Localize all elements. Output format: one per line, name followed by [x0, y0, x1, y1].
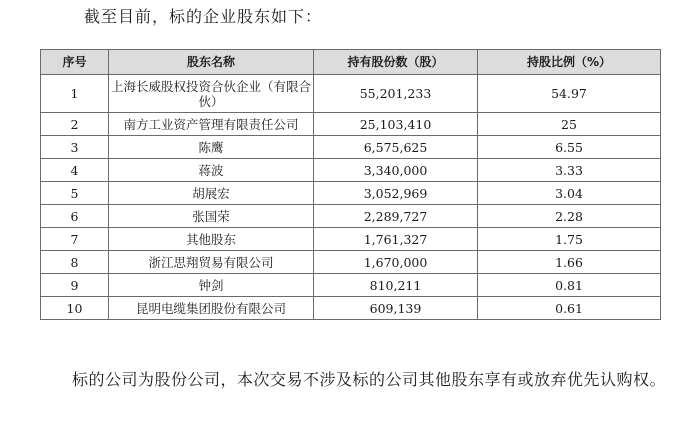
row-shares-held: 2,289,727	[314, 205, 478, 228]
row-shares-held: 3,340,000	[314, 159, 478, 182]
intro-text: 截至目前，标的企业股东如下：	[84, 7, 323, 26]
row-shareholder-name: 昆明电缆集团股份有限公司	[109, 297, 314, 320]
row-shareholder-name: 其他股东	[109, 228, 314, 251]
row-share-ratio: 2.28	[478, 205, 661, 228]
row-serial: 10	[41, 297, 109, 320]
header-shares-held: 持有股份数（股）	[314, 50, 478, 75]
row-share-ratio: 3.33	[478, 159, 661, 182]
header-shareholder-name: 股东名称	[109, 50, 314, 75]
row-shareholder-name: 上海长威股权投资合伙企业（有限合伙）	[109, 75, 314, 113]
row-shares-held: 1,670,000	[314, 251, 478, 274]
header-share-ratio: 持股比例（%）	[478, 50, 661, 75]
row-shares-held: 55,201,233	[314, 75, 478, 113]
table-row	[41, 136, 661, 159]
shareholder-table	[40, 49, 661, 320]
row-share-ratio: 0.61	[478, 297, 661, 320]
table-row	[41, 75, 661, 113]
table-row	[41, 159, 661, 182]
row-share-ratio: 0.81	[478, 274, 661, 297]
row-share-ratio: 54.97	[478, 75, 661, 113]
row-shares-held: 1,761,327	[314, 228, 478, 251]
row-shareholder-name: 张国荣	[109, 205, 314, 228]
table-body	[41, 75, 661, 320]
row-share-ratio: 1.66	[478, 251, 661, 274]
table-row	[41, 228, 661, 251]
table-row	[41, 297, 661, 320]
row-serial: 3	[41, 136, 109, 159]
row-serial: 9	[41, 274, 109, 297]
row-share-ratio: 3.04	[478, 182, 661, 205]
row-serial: 2	[41, 113, 109, 136]
row-shareholder-name: 胡展宏	[109, 182, 314, 205]
row-serial: 7	[41, 228, 109, 251]
row-shareholder-name: 浙江思翔贸易有限公司	[109, 251, 314, 274]
row-share-ratio: 25	[478, 113, 661, 136]
row-shares-held: 25,103,410	[314, 113, 478, 136]
table-row	[41, 274, 661, 297]
row-serial: 5	[41, 182, 109, 205]
header-serial: 序号	[41, 50, 109, 75]
row-shareholder-name: 南方工业资产管理有限责任公司	[109, 113, 314, 136]
table-row	[41, 251, 661, 274]
row-shares-held: 6,575,625	[314, 136, 478, 159]
row-shareholder-name: 钟剑	[109, 274, 314, 297]
row-serial: 1	[41, 75, 109, 113]
row-shares-held: 609,139	[314, 297, 478, 320]
row-serial: 6	[41, 205, 109, 228]
table-row	[41, 113, 661, 136]
row-share-ratio: 6.55	[478, 136, 661, 159]
row-share-ratio: 1.75	[478, 228, 661, 251]
row-shares-held: 810,211	[314, 274, 478, 297]
row-shares-held: 3,052,969	[314, 182, 478, 205]
row-shareholder-name: 陈鹰	[109, 136, 314, 159]
table-row	[41, 205, 661, 228]
row-serial: 8	[41, 251, 109, 274]
closing-note: 标的公司为股份公司，本次交易不涉及标的公司其他股东享有或放弃优先认购权。	[72, 370, 667, 389]
row-shareholder-name: 蒋波	[109, 159, 314, 182]
table-row	[41, 182, 661, 205]
row-serial: 4	[41, 159, 109, 182]
table-header-row	[41, 50, 661, 75]
